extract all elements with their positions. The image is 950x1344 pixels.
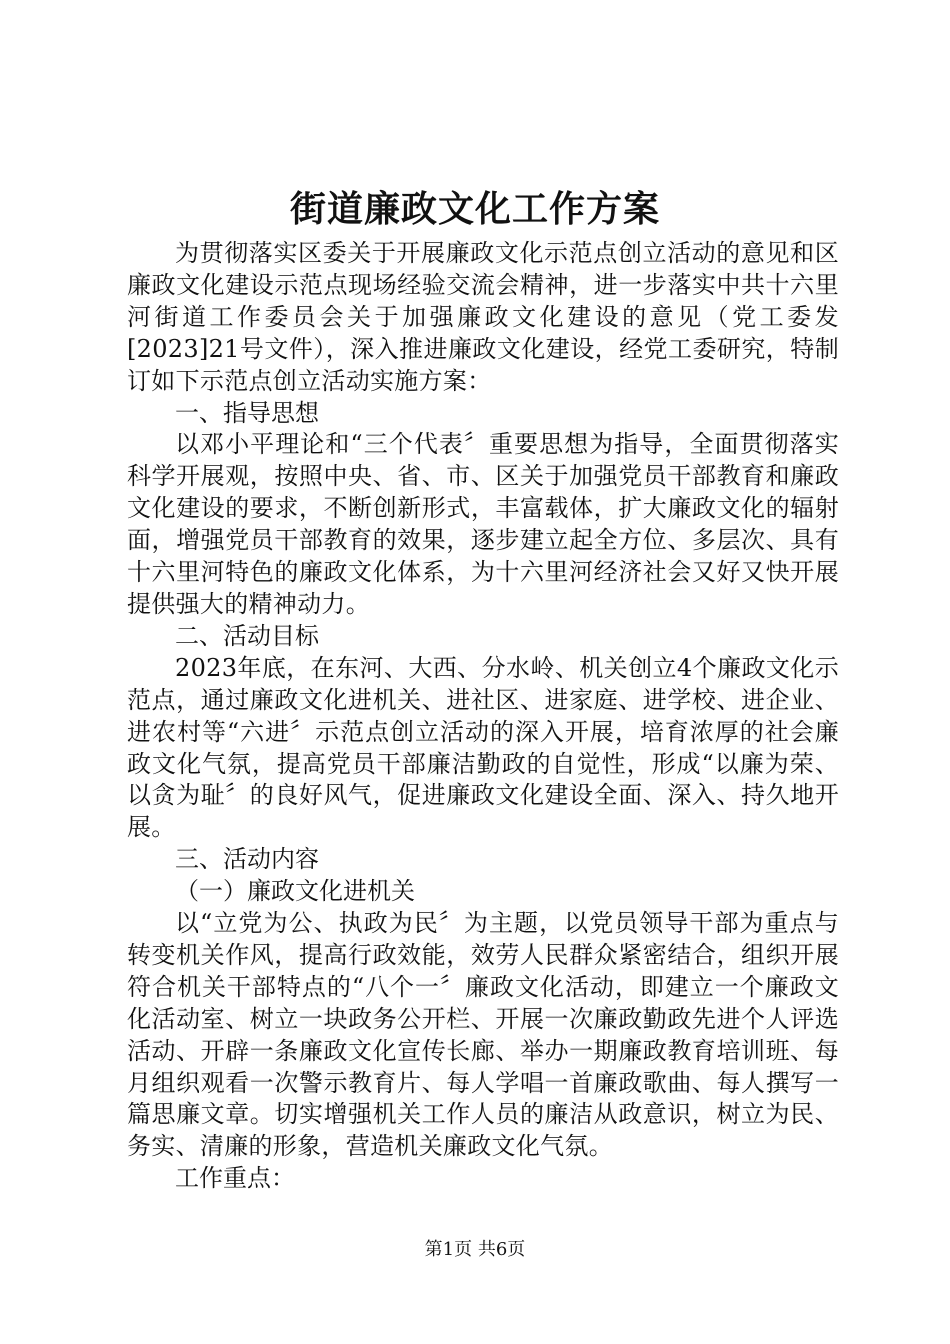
into-organs-paragraph: 以“立党为公、执政为民〞为主题，以党员领导干部为重点与转变机关作风，提高行政效能，效劳人民群众紧密结合，组织开展符合机关干部特点的“八个一〞廉政文化活动，即建立一个廉政文化活动室、树立一块政务公开栏、开展一次廉政勤政先进个人评选活动、开辟一条廉政文化宣传长廊、举办一期廉政教育培训班、每月组织观看一次警示教育片、每人学唱一首廉政歌曲、每人撰写一篇思廉文章。切实增强机关工作人员的廉洁从政意识，树立为民、务实、清廉的形象，营造机关廉政文化气氛。	[127, 909, 839, 1161]
intro-paragraph: 为贯彻落实区委关于开展廉政文化示范点创立活动的意见和区廉政文化建设示范点现场经验交流会精神，进一步落实中共十六里河街道工作委员会关于加强廉政文化建设的意见（党工委发[2023]21号文件），深入推进廉政文化建设，经党工委研究，特制订如下示范点创立活动实施方案：	[127, 239, 839, 395]
work-focus-label: 工作重点：	[175, 1164, 295, 1193]
document-body	[127, 238, 839, 1195]
guiding-thought-paragraph: 以邓小平理论和“三个代表〞重要思想为指导，全面贯彻落实科学开展观，按照中央、省、市、区关于加强党员干部教育和廉政文化建设的要求，不断创新形式，丰富载体，扩大廉政文化的辐射面，增强党员干部教育的效果，逐步建立起全方位、多层次、具有十六里河特色的廉政文化体系，为十六里河经济社会又好又快开展提供强大的精神动力。	[127, 430, 839, 618]
section-heading-guiding-thought: 一、指导思想	[175, 398, 319, 427]
activity-goals-paragraph: 2023年底，在东河、大西、分水岭、机关创立4个廉政文化示范点，通过廉政文化进机关、进社区、进家庭、进学校、进企业、进农村等“六进〞示范点创立活动的深入开展，培育浓厚的社会廉政文化气氛，提高党员干部廉洁勤政的自觉性，形成“以廉为荣、以贪为耻〞的良好风气，促进廉政文化建设全面、深入、持久地开展。	[127, 653, 839, 842]
section-heading-activity-content: 三、活动内容	[175, 845, 319, 874]
section-heading-activity-goals: 二、活动目标	[175, 621, 319, 650]
page-number-footer: 第1页 共6页	[424, 1239, 526, 1260]
document-title: 街道廉政文化工作方案	[289, 188, 660, 230]
subsection-heading-into-organs: （一）廉政文化进机关	[175, 877, 415, 906]
